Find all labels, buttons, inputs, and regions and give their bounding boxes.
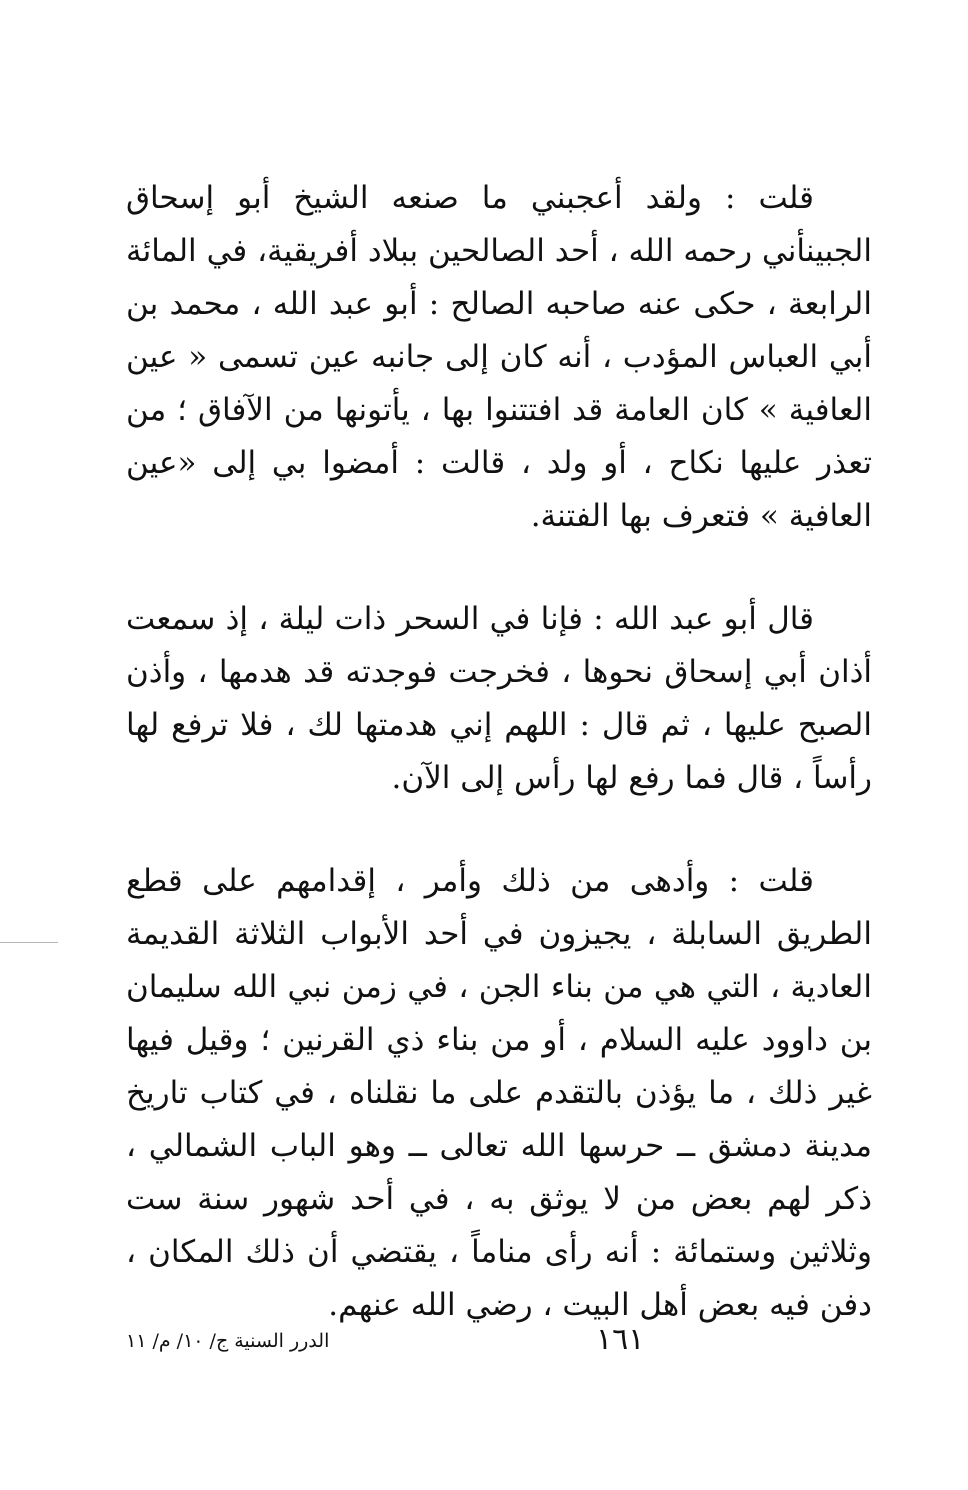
paragraph-1: قلت : ولقد أعجبني ما صنعه الشيخ أبو إسحاق الجبينأني رحمه الله ، أحد الصالحين ببلاد أفريقية، في المائة الرابعة ، حكى عنه صاحبه الصالح : أبو عبد الله ، محمد بن أبي العباس المؤدب ، أنه كان إلى جانبه عين تسمى « عين العافية » كان العامة قد افتتنوا بها ، يأتونها من الآفاق ؛ من تعذر عليها نكاح ، أو ولد ، قالت : أمضوا بي إلى «عين العافية » فتعرف بها الفتنة. xyxy=(126,180,872,534)
page-number: ١٦١ xyxy=(596,1322,645,1357)
page-footer xyxy=(126,1322,872,1362)
paragraph-2: قال أبو عبد الله : فإنا في السحر ذات ليلة ، إذ سمعت أذان أبي إسحاق نحوها ، فخرجت فوجدته قد هدمها ، وأذن الصبح عليها ، ثم قال : اللهم إني هدمتها لك ، فلا ترفع لها رأساً ، قال فما رفع لها رأس إلى الآن. xyxy=(126,601,872,796)
margin-rule xyxy=(0,942,58,943)
paragraph-3: قلت : وأدهى من ذلك وأمر ، إقدامهم على قطع الطريق السابلة ، يجيزون في أحد الأبواب الثلاثة القديمة العادية ، التي هي من بناء الجن ، في زمن نبي الله سليمان بن داوود عليه السلام ، أو من بناء ذي القرنين ؛ وقيل فيها غير ذلك ، ما يؤذن بالتقدم على ما نقلناه ، في كتاب تاريخ مدينة دمشق ــ حرسها الله تعالى ــ وهو الباب الشمالي ، ذكر لهم بعض من لا يوثق به ، في أحد شهور سنة ست وثلاثين وستمائة : أنه رأى مناماً ، يقتضي أن ذلك المكان ، دفن فيه بعض أهل البيت ، رضي الله عنهم. xyxy=(126,863,872,1323)
footer-reference: الدرر السنية ج/ ١٠/ م/ ١١ xyxy=(126,1330,330,1352)
body-text xyxy=(126,172,872,1332)
